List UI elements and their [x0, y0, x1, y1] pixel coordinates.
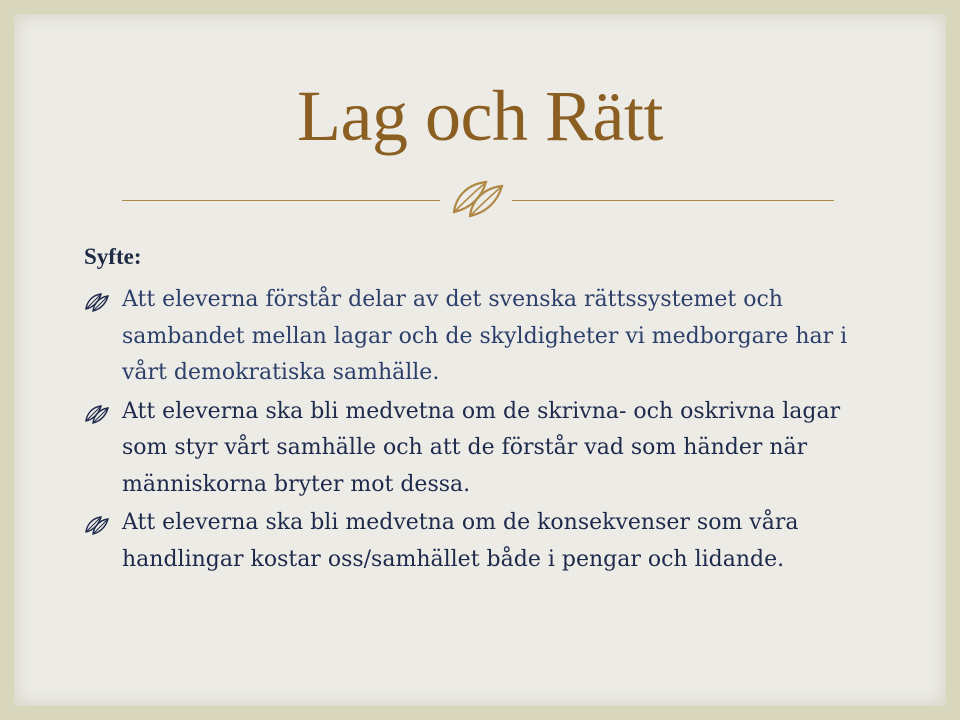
bullet-text: Att eleverna ska bli medvetna om de skrivna- och oskrivna lagar som styr vårt samhälle och att de förstår vad som händer när människorna bryter mot dessa.	[122, 398, 841, 497]
double-leaf-ornament-icon	[446, 176, 510, 220]
section-label: Syfte:	[84, 244, 142, 269]
slide-title: Lag och Rätt	[297, 76, 663, 156]
bullet-text: Att eleverna ska bli medvetna om de konsekvenser som våra handlingar kostar oss/samhället både i pengar och lidande.	[122, 510, 799, 572]
bullet-text: Att eleverna förstår delar av det svenska rättssystemet och sambandet mellan lagar och de skyldigheter vi medborgare har i vårt demokratiska samhälle.	[122, 287, 848, 385]
list-item	[84, 394, 884, 504]
list-item	[84, 282, 884, 392]
list-item	[84, 505, 884, 578]
leaf-bullet-icon	[84, 292, 110, 312]
bullet-list	[84, 282, 884, 580]
title-divider-left	[122, 200, 440, 201]
leaf-bullet-icon	[84, 404, 110, 424]
leaf-bullet-icon	[84, 515, 110, 535]
title-divider-right	[512, 200, 834, 201]
